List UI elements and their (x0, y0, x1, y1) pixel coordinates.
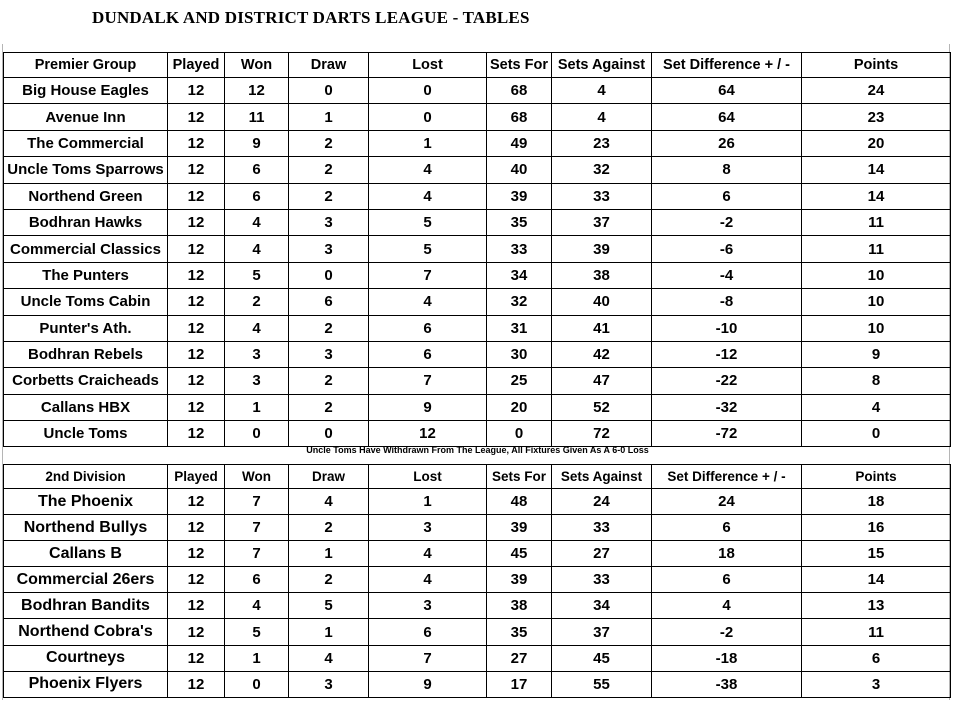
stat-cell: 2 (289, 567, 369, 593)
stat-cell: 9 (369, 394, 487, 420)
table-row (4, 541, 951, 567)
stat-cell: 7 (369, 645, 487, 671)
stat-cell: 5 (225, 262, 289, 288)
stat-cell: 12 (168, 394, 225, 420)
stat-cell: 3 (289, 209, 369, 235)
stat-cell: 6 (369, 619, 487, 645)
column-header: Points (802, 465, 951, 489)
stat-cell: 6 (652, 183, 802, 209)
team-name-cell: Uncle Toms Cabin (4, 289, 168, 315)
stat-cell: -22 (652, 368, 802, 394)
stat-cell: 6 (652, 567, 802, 593)
stat-cell: 42 (552, 341, 652, 367)
stat-cell: 11 (802, 236, 951, 262)
team-name-cell: Punter's Ath. (4, 315, 168, 341)
premier-group-table (3, 52, 951, 447)
stat-cell: 12 (168, 236, 225, 262)
team-name-cell: Callans B (4, 541, 168, 567)
column-header: Lost (369, 53, 487, 78)
stat-cell: 12 (168, 341, 225, 367)
stat-cell: 12 (168, 567, 225, 593)
stat-cell: 6 (225, 157, 289, 183)
stat-cell: -2 (652, 619, 802, 645)
stat-cell: 20 (802, 130, 951, 156)
stat-cell: 3 (802, 671, 951, 697)
stat-cell: 0 (225, 671, 289, 697)
second-division-table (3, 464, 951, 698)
stat-cell: 15 (802, 541, 951, 567)
stat-cell: 4 (225, 315, 289, 341)
team-name-cell: Northend Cobra's (4, 619, 168, 645)
team-name-cell: Northend Bullys (4, 515, 168, 541)
stat-cell: 12 (168, 671, 225, 697)
table-row (4, 157, 951, 183)
stat-cell: 3 (289, 341, 369, 367)
stat-cell: 7 (369, 262, 487, 288)
table-row (4, 78, 951, 104)
team-name-cell: Callans HBX (4, 394, 168, 420)
stat-cell: 27 (552, 541, 652, 567)
stat-cell: -4 (652, 262, 802, 288)
stat-cell: 3 (289, 236, 369, 262)
stat-cell: 55 (552, 671, 652, 697)
team-name-cell: Bodhran Rebels (4, 341, 168, 367)
stat-cell: 12 (168, 421, 225, 447)
stat-cell: 12 (168, 209, 225, 235)
stat-cell: 45 (487, 541, 552, 567)
stat-cell: 6 (369, 341, 487, 367)
team-name-cell: Avenue Inn (4, 104, 168, 130)
stat-cell: 68 (487, 104, 552, 130)
stat-cell: 3 (225, 368, 289, 394)
stat-cell: -10 (652, 315, 802, 341)
stat-cell: 9 (225, 130, 289, 156)
table-row (4, 645, 951, 671)
stat-cell: 35 (487, 209, 552, 235)
column-header: Played (168, 465, 225, 489)
stat-cell: 8 (652, 157, 802, 183)
stat-cell: 13 (802, 593, 951, 619)
stat-cell: 37 (552, 209, 652, 235)
stat-cell: 11 (225, 104, 289, 130)
stat-cell: 4 (369, 183, 487, 209)
table-row (4, 593, 951, 619)
stat-cell: 7 (225, 489, 289, 515)
stat-cell: 0 (289, 78, 369, 104)
stat-cell: 14 (802, 567, 951, 593)
stat-cell: 10 (802, 315, 951, 341)
team-name-cell: Commercial 26ers (4, 567, 168, 593)
stat-cell: 7 (225, 515, 289, 541)
stat-cell: 7 (225, 541, 289, 567)
stat-cell: 45 (552, 645, 652, 671)
stat-cell: 12 (168, 157, 225, 183)
stat-cell: 6 (289, 289, 369, 315)
stat-cell: -32 (652, 394, 802, 420)
stat-cell: -18 (652, 645, 802, 671)
stat-cell: 39 (487, 515, 552, 541)
team-name-cell: The Punters (4, 262, 168, 288)
team-name-cell: Uncle Toms (4, 421, 168, 447)
table-row (4, 236, 951, 262)
withdrawal-note: Uncle Toms Have Withdrawn From The League, All Fixtures Given As A 6-0 Loss (306, 445, 649, 455)
stat-cell: 4 (552, 104, 652, 130)
stat-cell: -38 (652, 671, 802, 697)
column-header: Lost (369, 465, 487, 489)
stat-cell: 72 (552, 421, 652, 447)
team-name-cell: Northend Green (4, 183, 168, 209)
stat-cell: 40 (487, 157, 552, 183)
table-row (4, 104, 951, 130)
stat-cell: -12 (652, 341, 802, 367)
table-row (4, 421, 951, 447)
stat-cell: 0 (369, 104, 487, 130)
table-row (4, 671, 951, 697)
stat-cell: 30 (487, 341, 552, 367)
stat-cell: 64 (652, 78, 802, 104)
table-row (4, 130, 951, 156)
column-header: 2nd Division (4, 465, 168, 489)
column-header: Set Difference + / - (652, 53, 802, 78)
column-header: Won (225, 53, 289, 78)
stat-cell: 8 (802, 368, 951, 394)
stat-cell: 41 (552, 315, 652, 341)
stat-cell: 12 (168, 593, 225, 619)
table-row (4, 209, 951, 235)
stat-cell: 39 (552, 236, 652, 262)
column-header: Draw (289, 465, 369, 489)
stat-cell: 12 (369, 421, 487, 447)
stat-cell: -8 (652, 289, 802, 315)
stat-cell: 12 (168, 130, 225, 156)
team-name-cell: Bodhran Bandits (4, 593, 168, 619)
stat-cell: 3 (225, 341, 289, 367)
stat-cell: 20 (487, 394, 552, 420)
stat-cell: 4 (369, 157, 487, 183)
stat-cell: 2 (289, 394, 369, 420)
column-header: Premier Group (4, 53, 168, 78)
stat-cell: 12 (168, 104, 225, 130)
stat-cell: 24 (652, 489, 802, 515)
stat-cell: 9 (369, 671, 487, 697)
stat-cell: 12 (168, 183, 225, 209)
stat-cell: 25 (487, 368, 552, 394)
stat-cell: 12 (168, 619, 225, 645)
stat-cell: 24 (552, 489, 652, 515)
stat-cell: 1 (369, 130, 487, 156)
stat-cell: 6 (225, 183, 289, 209)
team-name-cell: Phoenix Flyers (4, 671, 168, 697)
stat-cell: 0 (225, 421, 289, 447)
stat-cell: 38 (487, 593, 552, 619)
stat-cell: 49 (487, 130, 552, 156)
stat-cell: 33 (552, 567, 652, 593)
stat-cell: 34 (552, 593, 652, 619)
column-header: Sets Against (552, 53, 652, 78)
stat-cell: 12 (168, 515, 225, 541)
column-header: Sets Against (552, 465, 652, 489)
stat-cell: -2 (652, 209, 802, 235)
team-name-cell: Commercial Classics (4, 236, 168, 262)
stat-cell: 6 (225, 567, 289, 593)
stat-cell: 16 (802, 515, 951, 541)
stat-cell: 31 (487, 315, 552, 341)
stat-cell: 4 (369, 289, 487, 315)
stat-cell: 23 (552, 130, 652, 156)
column-header: Sets For (487, 53, 552, 78)
stat-cell: 1 (289, 541, 369, 567)
stat-cell: 9 (802, 341, 951, 367)
column-header: Draw (289, 53, 369, 78)
stat-cell: 26 (652, 130, 802, 156)
column-header: Sets For (487, 465, 552, 489)
stat-cell: 4 (289, 645, 369, 671)
table-row (4, 489, 951, 515)
stat-cell: 64 (652, 104, 802, 130)
stat-cell: 2 (289, 368, 369, 394)
stat-cell: 4 (652, 593, 802, 619)
stat-cell: 2 (289, 157, 369, 183)
table-row (4, 515, 951, 541)
team-name-cell: The Phoenix (4, 489, 168, 515)
table-row (4, 262, 951, 288)
stat-cell: 4 (369, 541, 487, 567)
stat-cell: 1 (289, 104, 369, 130)
stat-cell: 10 (802, 262, 951, 288)
page-title: DUNDALK AND DISTRICT DARTS LEAGUE - TABLES (92, 8, 530, 27)
stat-cell: 12 (168, 315, 225, 341)
stat-cell: 17 (487, 671, 552, 697)
stat-cell: 3 (369, 593, 487, 619)
stat-cell: 0 (487, 421, 552, 447)
team-name-cell: The Commercial (4, 130, 168, 156)
stat-cell: 5 (369, 236, 487, 262)
stat-cell: 6 (369, 315, 487, 341)
stat-cell: 6 (802, 645, 951, 671)
stat-cell: 39 (487, 567, 552, 593)
table-header-row (4, 465, 951, 489)
stat-cell: -6 (652, 236, 802, 262)
stat-cell: 12 (225, 78, 289, 104)
stat-cell: 0 (802, 421, 951, 447)
stat-cell: 38 (552, 262, 652, 288)
stat-cell: 12 (168, 645, 225, 671)
stat-cell: 5 (369, 209, 487, 235)
stat-cell: 11 (802, 619, 951, 645)
stat-cell: 5 (289, 593, 369, 619)
stat-cell: 18 (652, 541, 802, 567)
stat-cell: 1 (369, 489, 487, 515)
stat-cell: 4 (225, 236, 289, 262)
column-header: Played (168, 53, 225, 78)
column-header: Points (802, 53, 951, 78)
stat-cell: 4 (289, 489, 369, 515)
stat-cell: 18 (802, 489, 951, 515)
stat-cell: 24 (802, 78, 951, 104)
stat-cell: 23 (802, 104, 951, 130)
table-row (4, 289, 951, 315)
team-name-cell: Big House Eagles (4, 78, 168, 104)
table-row (4, 368, 951, 394)
table-row (4, 619, 951, 645)
stat-cell: 27 (487, 645, 552, 671)
stat-cell: 33 (552, 183, 652, 209)
stat-cell: 52 (552, 394, 652, 420)
stat-cell: 2 (225, 289, 289, 315)
stat-cell: 12 (168, 368, 225, 394)
stat-cell: 33 (487, 236, 552, 262)
stat-cell: 1 (225, 645, 289, 671)
stat-cell: 2 (289, 183, 369, 209)
stat-cell: 11 (802, 209, 951, 235)
stat-cell: 12 (168, 489, 225, 515)
stat-cell: 3 (369, 515, 487, 541)
stat-cell: 35 (487, 619, 552, 645)
stat-cell: 0 (369, 78, 487, 104)
stat-cell: 4 (552, 78, 652, 104)
stat-cell: 14 (802, 183, 951, 209)
stat-cell: 10 (802, 289, 951, 315)
stat-cell: 2 (289, 515, 369, 541)
stat-cell: 2 (289, 315, 369, 341)
table-header-row (4, 53, 951, 78)
stat-cell: 12 (168, 289, 225, 315)
stat-cell: 33 (552, 515, 652, 541)
table-row (4, 341, 951, 367)
stat-cell: 32 (487, 289, 552, 315)
stat-cell: 48 (487, 489, 552, 515)
stat-cell: 6 (652, 515, 802, 541)
team-name-cell: Courtneys (4, 645, 168, 671)
stat-cell: 0 (289, 262, 369, 288)
stat-cell: 68 (487, 78, 552, 104)
table-row (4, 183, 951, 209)
stat-cell: 4 (369, 567, 487, 593)
stat-cell: 37 (552, 619, 652, 645)
stat-cell: 1 (289, 619, 369, 645)
stat-cell: 12 (168, 541, 225, 567)
stat-cell: 14 (802, 157, 951, 183)
table-row (4, 567, 951, 593)
stat-cell: -72 (652, 421, 802, 447)
team-name-cell: Corbetts Craicheads (4, 368, 168, 394)
stat-cell: 4 (225, 209, 289, 235)
column-header: Set Difference + / - (652, 465, 802, 489)
stat-cell: 7 (369, 368, 487, 394)
stat-cell: 39 (487, 183, 552, 209)
stat-cell: 12 (168, 78, 225, 104)
stat-cell: 4 (802, 394, 951, 420)
stat-cell: 1 (225, 394, 289, 420)
stat-cell: 5 (225, 619, 289, 645)
stat-cell: 40 (552, 289, 652, 315)
team-name-cell: Uncle Toms Sparrows (4, 157, 168, 183)
stat-cell: 3 (289, 671, 369, 697)
team-name-cell: Bodhran Hawks (4, 209, 168, 235)
stat-cell: 2 (289, 130, 369, 156)
stat-cell: 34 (487, 262, 552, 288)
stat-cell: 12 (168, 262, 225, 288)
stat-cell: 4 (225, 593, 289, 619)
table-row (4, 394, 951, 420)
stat-cell: 47 (552, 368, 652, 394)
stat-cell: 0 (289, 421, 369, 447)
stat-cell: 32 (552, 157, 652, 183)
table-row (4, 315, 951, 341)
column-header: Won (225, 465, 289, 489)
